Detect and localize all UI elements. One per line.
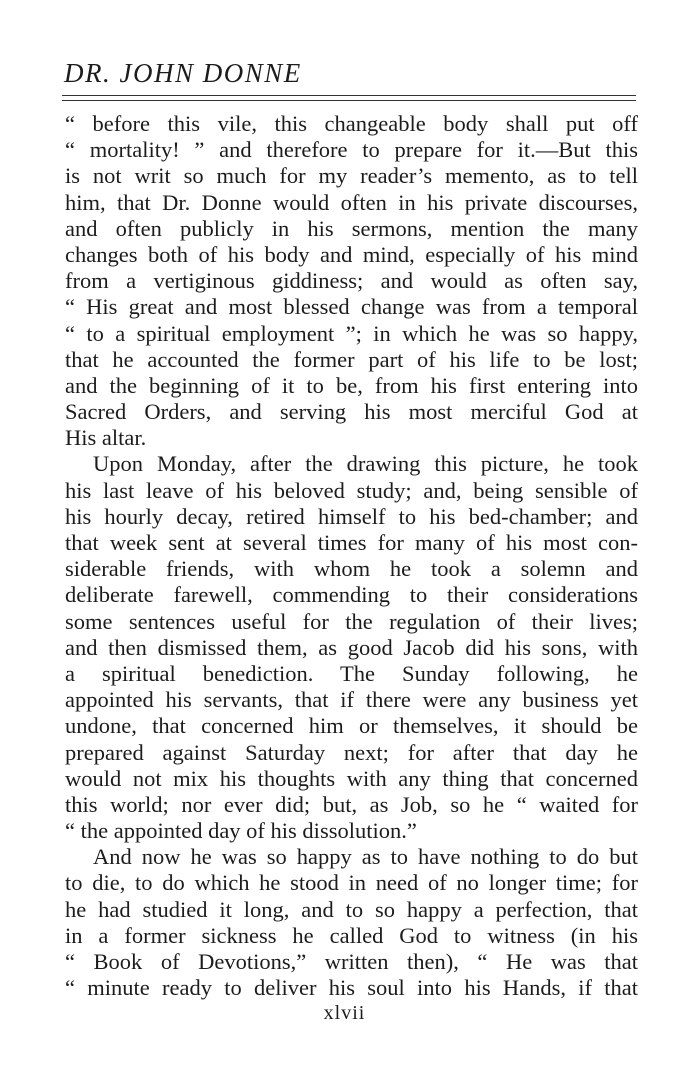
- text-line: and the beginning of it to be, from his first entering into: [65, 372, 638, 398]
- text-line: his last leave of his beloved study; and, being sensible of: [65, 477, 638, 503]
- text-line: him, that Dr. Donne would often in his private discourses,: [65, 189, 638, 215]
- text-line: prepared against Saturday next; for after that day he: [65, 739, 638, 765]
- text-line: his hourly decay, retired himself to his bed-chamber; and: [65, 503, 638, 529]
- text-line: that week sent at several times for many of his most con-: [65, 530, 638, 555]
- text-line: “ Book of Devotions,” written then), “ He was that: [65, 949, 638, 974]
- text-line: “ mortality! ” and therefore to prepare for it.—But this: [65, 137, 638, 163]
- text-line: “ minute ready to deliver his soul into his Hands, if that: [65, 975, 638, 1001]
- text-line: “ His great and most blessed change was from a temporal: [65, 294, 638, 320]
- text-line: His altar.: [65, 425, 147, 451]
- text-line: Upon Monday, after the drawing this picture, he took: [93, 451, 638, 477]
- text-line: siderable friends, with whom he took a solemn and: [65, 556, 638, 582]
- text-line: he had studied it long, and to so happy a perfection, that: [65, 896, 638, 922]
- text-line: is not writ so much for my reader’s memento, as to tell: [65, 163, 638, 189]
- text-line: and then dismissed them, as good Jacob did his sons, with: [65, 634, 638, 660]
- text-line: in a former sickness he called God to witness (in his: [65, 922, 638, 948]
- header-rule-thick: [62, 100, 636, 101]
- text-line: from a vertiginous giddiness; and would as often say,: [65, 268, 638, 294]
- paragraph-continued: [65, 111, 638, 451]
- header-rule-thin: [62, 95, 636, 96]
- text-line: undone, that concerned him or themselves, it should be: [65, 713, 638, 739]
- text-line: a spiritual benediction. The Sunday following, he: [65, 660, 638, 686]
- text-line: “ the appointed day of his dissolution.”: [65, 818, 417, 844]
- text-line: deliberate farewell, commending to their considerations: [65, 582, 638, 608]
- text-line: And now he was so happy as to have nothing to do but: [93, 844, 638, 870]
- paragraph: [65, 451, 638, 844]
- text-line: to die, to do which he stood in need of no longer time; for: [65, 870, 638, 896]
- text-line: some sentences useful for the regulation of their lives;: [65, 608, 638, 634]
- page-number: xlvii: [323, 1002, 366, 1024]
- text-line: and often publicly in his sermons, mention the many: [65, 215, 638, 241]
- text-line: would not mix his thoughts with any thing that concerned: [65, 765, 638, 791]
- paragraph: [65, 844, 638, 1001]
- running-head-title: DR. JOHN DONNE: [64, 58, 302, 88]
- text-line: this world; nor ever did; but, as Job, so he “ waited for: [65, 791, 638, 817]
- text-line: appointed his servants, that if there were any business yet: [65, 687, 638, 713]
- text-line: that he accounted the former part of his life to be lost;: [65, 346, 638, 372]
- text-line: changes both of his body and mind, especially of his mind: [65, 241, 638, 267]
- text-line: “ before this vile, this changeable body shall put off: [65, 111, 638, 136]
- text-line: Sacred Orders, and serving his most merciful God at: [65, 399, 638, 425]
- text-line: “ to a spiritual employment ”; in which he was so happy,: [65, 320, 638, 346]
- body-text: [65, 111, 638, 1001]
